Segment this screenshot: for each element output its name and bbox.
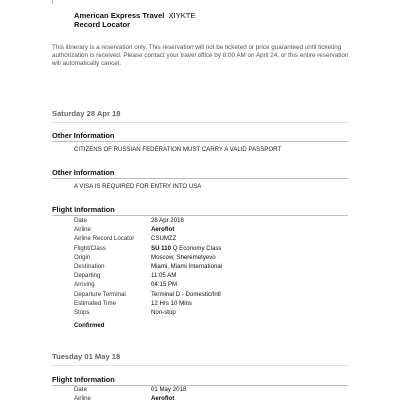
- booking-status: Confirmed: [74, 322, 105, 329]
- detail-label: Origin: [74, 253, 91, 261]
- detail-row-date: [74, 216, 334, 225]
- flight-number: SU 110: [151, 244, 171, 252]
- detail-label: Departing: [74, 272, 101, 280]
- flight-details: [74, 385, 334, 403]
- section-divider: [52, 178, 348, 179]
- detail-row-departing: [74, 271, 334, 280]
- agency-name: American Express Travel: [74, 11, 165, 20]
- detail-label: Flight/Class: [74, 244, 106, 252]
- detail-value: CSUMZZ: [151, 235, 177, 243]
- day-divider: [52, 122, 348, 123]
- detail-row-origin: [74, 253, 334, 262]
- detail-label: Airline Record Locator: [74, 235, 135, 243]
- other-info-text: CITIZENS OF RUSSIAN FEDERATION MUST CARRY A VALID PASSPORT: [74, 146, 282, 153]
- detail-value: Aeroflot: [151, 226, 175, 234]
- detail-row-destination: [74, 262, 334, 271]
- detail-row-airline: [74, 394, 334, 403]
- day-divider: [52, 365, 348, 366]
- detail-value: Terminal D - Domestic/Intl: [151, 290, 221, 298]
- detail-value: 11:05 AM: [151, 272, 177, 280]
- record-locator-code: XIYKTE: [168, 11, 196, 20]
- detail-value: 28 Apr 2018: [151, 217, 184, 224]
- detail-value: 01 May 2018: [151, 386, 187, 393]
- flight-info-title: Flight Information: [52, 375, 115, 384]
- detail-label: Stops: [74, 308, 90, 316]
- detail-row-estimated-time: [74, 299, 334, 308]
- detail-label: Arriving: [74, 281, 95, 289]
- record-locator-block: [74, 11, 195, 29]
- detail-value: [151, 244, 221, 253]
- detail-row-date: [74, 385, 334, 394]
- other-info-title: Other Information: [52, 131, 115, 140]
- record-locator-label: Record Locator: [74, 20, 131, 30]
- top-divider: [52, 0, 53, 4]
- detail-row-departure-terminal: [74, 290, 334, 299]
- detail-row-airline-locator: [74, 234, 334, 243]
- detail-value: 12 Hrs 10 Mins: [151, 299, 192, 307]
- flight-details: [74, 216, 334, 317]
- detail-value: Miami, Miami International: [151, 262, 223, 270]
- detail-value: Non-stop: [151, 308, 176, 316]
- other-info-title: Other Information: [52, 168, 115, 177]
- detail-row-stops: [74, 308, 334, 317]
- detail-value: Moscow, Sheremetyevo: [151, 253, 216, 261]
- detail-label: Departure Terminal: [74, 290, 126, 298]
- detail-label: Date: [74, 217, 87, 224]
- flight-info-title: Flight Information: [52, 205, 115, 214]
- detail-label: Estimated Time: [74, 299, 116, 307]
- day-heading: Saturday 28 Apr 18: [52, 109, 121, 118]
- detail-row-airline: [74, 225, 334, 234]
- other-info-text: A VISA IS REQUIRED FOR ENTRY INTO USA: [74, 183, 202, 190]
- detail-label: Airline: [74, 226, 91, 234]
- reservation-notice: This itinerary is a reservation only. This reservation will not be ticketed or price guaranteed until ticketing authorization is received. Please contact your travel office by 8:00 AM on April 24, or this entire reservation will automatically cancel.: [52, 44, 349, 67]
- section-divider: [52, 141, 348, 142]
- detail-row-flight-class: [74, 244, 334, 253]
- detail-value: 04:15 PM: [151, 281, 178, 289]
- fare-class: Q Economy Class: [171, 244, 222, 252]
- detail-value: Aeroflot: [151, 395, 175, 403]
- detail-row-arriving: [74, 280, 334, 289]
- detail-label: Destination: [74, 262, 105, 270]
- detail-label: Date: [74, 386, 87, 393]
- detail-label: Airline: [74, 395, 91, 403]
- day-heading: Tuesday 01 May 18: [52, 352, 121, 361]
